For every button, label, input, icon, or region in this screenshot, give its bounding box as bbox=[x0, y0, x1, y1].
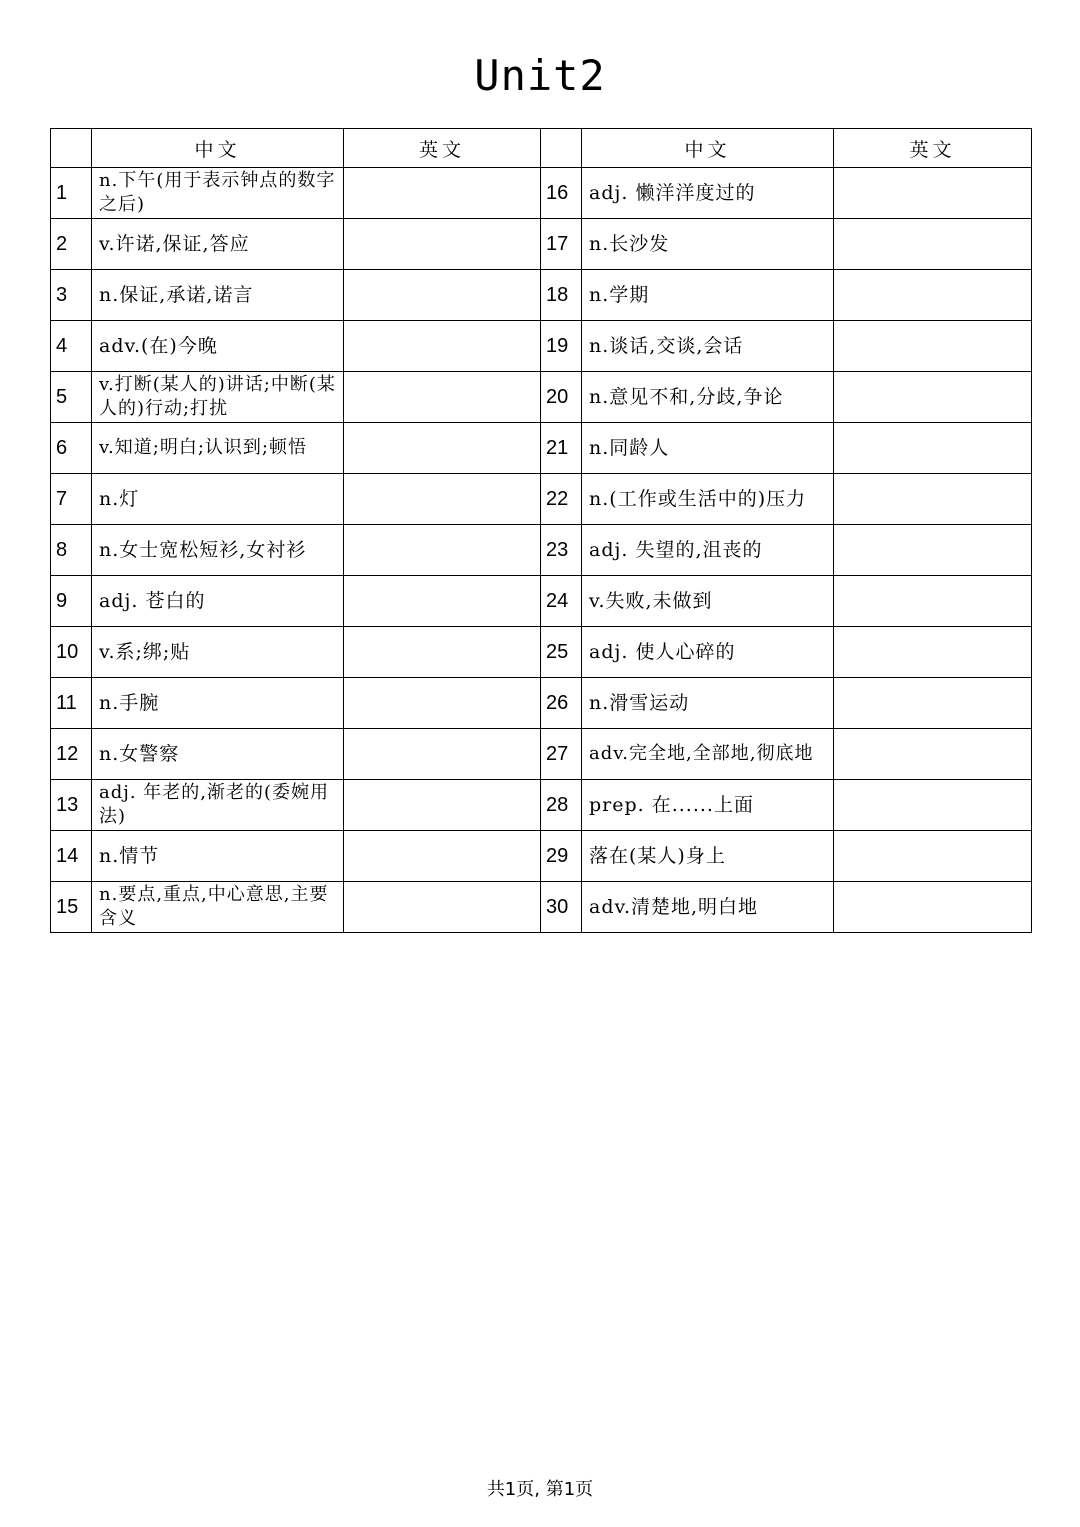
table-row bbox=[51, 780, 1032, 831]
header-chinese-right: 中文 bbox=[582, 129, 834, 168]
left-chinese-cell: n.手腕 bbox=[92, 678, 344, 729]
left-english-answer-cell[interactable] bbox=[344, 423, 541, 474]
left-chinese-cell: adv.(在)今晚 bbox=[92, 321, 344, 372]
right-english-answer-cell[interactable] bbox=[834, 729, 1032, 780]
page-footer: 共1页, 第1页 bbox=[486, 1479, 594, 1500]
left-chinese-cell: n.女警察 bbox=[92, 729, 344, 780]
right-chinese-cell: n.(工作或生活中的)压力 bbox=[582, 474, 834, 525]
table-row bbox=[51, 219, 1032, 270]
left-chinese-cell: v.打断(某人的)讲话;中断(某人的)行动;打扰 bbox=[92, 372, 344, 423]
right-english-answer-cell[interactable] bbox=[834, 423, 1032, 474]
right-english-answer-cell[interactable] bbox=[834, 474, 1032, 525]
right-number-cell: 24 bbox=[541, 576, 582, 627]
table-row bbox=[51, 729, 1032, 780]
right-english-answer-cell[interactable] bbox=[834, 168, 1032, 219]
right-chinese-cell: adj. 使人心碎的 bbox=[582, 627, 834, 678]
left-english-answer-cell[interactable] bbox=[344, 270, 541, 321]
right-english-answer-cell[interactable] bbox=[834, 627, 1032, 678]
right-chinese-cell: v.失败,未做到 bbox=[582, 576, 834, 627]
header-english-right: 英文 bbox=[834, 129, 1032, 168]
left-chinese-cell: n.情节 bbox=[92, 831, 344, 882]
table-row bbox=[51, 474, 1032, 525]
table-row bbox=[51, 576, 1032, 627]
table-row bbox=[51, 831, 1032, 882]
right-number-cell: 30 bbox=[541, 882, 582, 933]
table-row bbox=[51, 168, 1032, 219]
header-num-right bbox=[541, 129, 582, 168]
left-english-answer-cell[interactable] bbox=[344, 219, 541, 270]
left-chinese-cell: n.女士宽松短衫,女衬衫 bbox=[92, 525, 344, 576]
left-number-cell: 4 bbox=[51, 321, 92, 372]
left-english-answer-cell[interactable] bbox=[344, 831, 541, 882]
right-number-cell: 26 bbox=[541, 678, 582, 729]
right-english-answer-cell[interactable] bbox=[834, 780, 1032, 831]
right-number-cell: 19 bbox=[541, 321, 582, 372]
left-english-answer-cell[interactable] bbox=[344, 372, 541, 423]
right-chinese-cell: 落在(某人)身上 bbox=[582, 831, 834, 882]
right-english-answer-cell[interactable] bbox=[834, 576, 1032, 627]
left-number-cell: 6 bbox=[51, 423, 92, 474]
left-english-answer-cell[interactable] bbox=[344, 525, 541, 576]
left-number-cell: 2 bbox=[51, 219, 92, 270]
right-number-cell: 16 bbox=[541, 168, 582, 219]
left-english-answer-cell[interactable] bbox=[344, 321, 541, 372]
right-english-answer-cell[interactable] bbox=[834, 831, 1032, 882]
right-english-answer-cell[interactable] bbox=[834, 219, 1032, 270]
left-chinese-cell: v.系;绑;贴 bbox=[92, 627, 344, 678]
right-number-cell: 18 bbox=[541, 270, 582, 321]
left-number-cell: 10 bbox=[51, 627, 92, 678]
left-english-answer-cell[interactable] bbox=[344, 729, 541, 780]
table-row bbox=[51, 321, 1032, 372]
left-number-cell: 11 bbox=[51, 678, 92, 729]
left-english-answer-cell[interactable] bbox=[344, 780, 541, 831]
right-chinese-cell: adv.清楚地,明白地 bbox=[582, 882, 834, 933]
right-number-cell: 23 bbox=[541, 525, 582, 576]
left-english-answer-cell[interactable] bbox=[344, 474, 541, 525]
right-chinese-cell: n.长沙发 bbox=[582, 219, 834, 270]
table-row bbox=[51, 423, 1032, 474]
left-number-cell: 1 bbox=[51, 168, 92, 219]
left-number-cell: 3 bbox=[51, 270, 92, 321]
right-english-answer-cell[interactable] bbox=[834, 525, 1032, 576]
vocabulary-table bbox=[50, 128, 1032, 933]
right-chinese-cell: n.学期 bbox=[582, 270, 834, 321]
left-chinese-cell: n.下午(用于表示钟点的数字之后) bbox=[92, 168, 344, 219]
left-number-cell: 7 bbox=[51, 474, 92, 525]
left-chinese-cell: v.知道;明白;认识到;顿悟 bbox=[92, 423, 344, 474]
left-english-answer-cell[interactable] bbox=[344, 678, 541, 729]
right-chinese-cell: n.谈话,交谈,会话 bbox=[582, 321, 834, 372]
right-number-cell: 17 bbox=[541, 219, 582, 270]
right-chinese-cell: adv.完全地,全部地,彻底地 bbox=[582, 729, 834, 780]
table-header-row bbox=[51, 129, 1032, 168]
right-number-cell: 29 bbox=[541, 831, 582, 882]
left-chinese-cell: n.灯 bbox=[92, 474, 344, 525]
right-chinese-cell: adj. 失望的,沮丧的 bbox=[582, 525, 834, 576]
right-english-answer-cell[interactable] bbox=[834, 372, 1032, 423]
right-number-cell: 25 bbox=[541, 627, 582, 678]
page-title: Unit2 bbox=[474, 51, 606, 100]
header-english-left: 英文 bbox=[344, 129, 541, 168]
right-english-answer-cell[interactable] bbox=[834, 270, 1032, 321]
right-number-cell: 21 bbox=[541, 423, 582, 474]
left-english-answer-cell[interactable] bbox=[344, 882, 541, 933]
left-chinese-cell: n.保证,承诺,诺言 bbox=[92, 270, 344, 321]
left-english-answer-cell[interactable] bbox=[344, 627, 541, 678]
table-row bbox=[51, 270, 1032, 321]
table-row bbox=[51, 678, 1032, 729]
left-number-cell: 14 bbox=[51, 831, 92, 882]
right-number-cell: 28 bbox=[541, 780, 582, 831]
right-english-answer-cell[interactable] bbox=[834, 882, 1032, 933]
right-english-answer-cell[interactable] bbox=[834, 678, 1032, 729]
right-number-cell: 22 bbox=[541, 474, 582, 525]
right-english-answer-cell[interactable] bbox=[834, 321, 1032, 372]
right-chinese-cell: prep. 在......上面 bbox=[582, 780, 834, 831]
right-chinese-cell: n.意见不和,分歧,争论 bbox=[582, 372, 834, 423]
right-chinese-cell: adj. 懒洋洋度过的 bbox=[582, 168, 834, 219]
table-row bbox=[51, 627, 1032, 678]
left-number-cell: 9 bbox=[51, 576, 92, 627]
right-number-cell: 27 bbox=[541, 729, 582, 780]
left-chinese-cell: adj. 苍白的 bbox=[92, 576, 344, 627]
right-number-cell: 20 bbox=[541, 372, 582, 423]
left-number-cell: 15 bbox=[51, 882, 92, 933]
table-row bbox=[51, 372, 1032, 423]
left-chinese-cell: n.要点,重点,中心意思,主要含义 bbox=[92, 882, 344, 933]
table-row bbox=[51, 882, 1032, 933]
left-chinese-cell: v.许诺,保证,答应 bbox=[92, 219, 344, 270]
header-num-left bbox=[51, 129, 92, 168]
left-number-cell: 8 bbox=[51, 525, 92, 576]
left-number-cell: 13 bbox=[51, 780, 92, 831]
left-chinese-cell: adj. 年老的,渐老的(委婉用法) bbox=[92, 780, 344, 831]
left-number-cell: 5 bbox=[51, 372, 92, 423]
left-english-answer-cell[interactable] bbox=[344, 576, 541, 627]
right-chinese-cell: n.滑雪运动 bbox=[582, 678, 834, 729]
header-chinese-left: 中文 bbox=[92, 129, 344, 168]
left-english-answer-cell[interactable] bbox=[344, 168, 541, 219]
right-chinese-cell: n.同龄人 bbox=[582, 423, 834, 474]
left-number-cell: 12 bbox=[51, 729, 92, 780]
table-row bbox=[51, 525, 1032, 576]
